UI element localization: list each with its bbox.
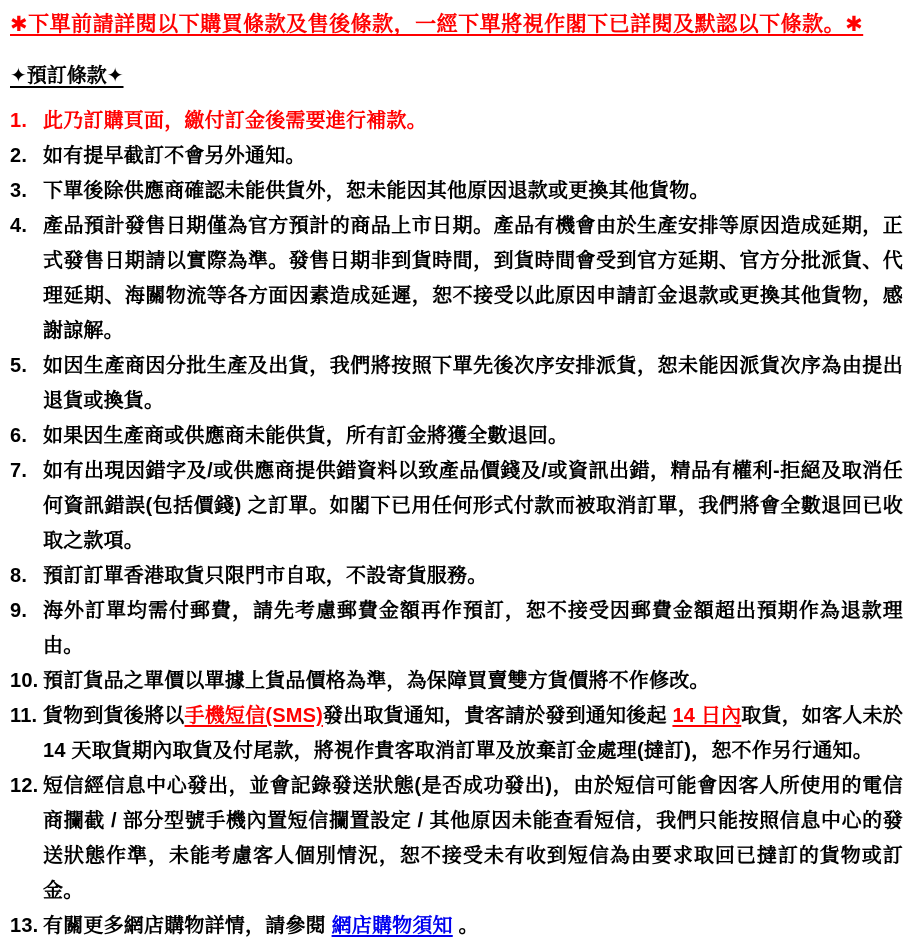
term-text: 如果因生產商或供應商未能供貨，所有訂金將獲全數退回。 <box>43 425 569 447</box>
term-text: 此乃訂購頁面，繳付訂金後需要進行補款。 <box>43 110 427 132</box>
term-item-9 <box>10 594 903 664</box>
term-item-10 <box>10 664 903 699</box>
term-item-11 <box>10 699 903 769</box>
term-text: 產品預計發售日期僅為官方預計的商品上市日期。產品有機會由於生產安排等原因造成延期，正式發售日期請以實際為準。發售日期非到貨時間，到貨時間會受到官方延期、官方分批派貨、代理延期、海關物流等各方面因素造成延遲，恕不接受以此原因申請訂金退款或更換其他貨物，感謝諒解。 <box>43 215 903 342</box>
term-text: 預訂訂單香港取貨只限門市自取，不設寄貨服務。 <box>43 565 488 587</box>
term-number: 7. <box>10 460 28 482</box>
term-text: 預訂貨品之單價以單據上貨品價格為準，為保障買賣雙方貨價將不作修改。 <box>43 670 710 692</box>
term-number: 12. <box>10 775 39 797</box>
term-text: 海外訂單均需付郵費，請先考慮郵費金額再作預訂，恕不接受因郵費金額超出預期作為退款理由。 <box>43 600 903 657</box>
term-number: 3. <box>10 180 28 202</box>
term-number: 4. <box>10 215 28 237</box>
term-text: 如因生產商因分批生產及出貨，我們將按照下單先後次序安排派貨，恕未能因派貨次序為由提出退貨或換貨。 <box>43 355 903 412</box>
term-text: 下單後除供應商確認未能供貨外，恕未能因其他原因退款或更換其他貨物。 <box>43 180 710 202</box>
term-item-13 <box>10 909 903 944</box>
term-item-1 <box>10 104 903 139</box>
term-number: 10. <box>10 670 39 692</box>
preorder-terms-title: ✦預訂條款✦ <box>10 65 124 87</box>
term-number: 13. <box>10 915 39 937</box>
term-text: 有關更多網店購物詳情，請參閱 網店購物須知 。 <box>43 915 479 937</box>
term-item-12 <box>10 769 903 909</box>
term-number: 2. <box>10 145 28 167</box>
term-item-5 <box>10 349 903 419</box>
term-item-2 <box>10 139 903 174</box>
section-title-row <box>10 62 903 90</box>
purchase-notice-header: ✱下單前請詳閱以下購買條款及售後條款，一經下單將視作閣下已詳閱及默認以下條款。✱ <box>10 13 864 36</box>
terms-list <box>10 104 903 944</box>
highlighted-red-text: 手機短信(SMS) <box>184 705 324 727</box>
term-number: 11. <box>10 705 38 727</box>
term-number: 8. <box>10 565 28 587</box>
term-number: 5. <box>10 355 28 377</box>
term-item-6 <box>10 419 903 454</box>
term-item-3 <box>10 174 903 209</box>
term-text: 短信經信息中心發出，並會記錄發送狀態(是否成功發出)，由於短信可能會因客人所使用的電信商攔截 / 部分型號手機內置短信攔置設定 / 其他原因未能查看短信，我們只能按照信息中心的發送狀態作準，未能考慮客人個別情況，恕不接受未有收到短信為由要求取回已撻訂的貨物或訂金。 <box>43 775 903 902</box>
term-item-8 <box>10 559 903 594</box>
term-text: 如有出現因錯字及/或供應商提供錯資料以致產品價錢及/或資訊出錯，精品有權利-拒絕及取消任何資訊錯誤(包括價錢) 之訂單。如閣下已用任何形式付款而被取消訂單，我們將會全數退回已收取之款項。 <box>43 460 903 552</box>
term-number: 1. <box>10 110 28 132</box>
highlighted-red-text: 14 日內 <box>672 705 742 727</box>
term-number: 9. <box>10 600 28 622</box>
shop-guide-link[interactable]: 網店購物須知 <box>331 915 453 937</box>
term-number: 6. <box>10 425 28 447</box>
term-item-7 <box>10 454 903 559</box>
term-item-4 <box>10 209 903 349</box>
term-text: 貨物到貨後將以手機短信(SMS)發出取貨通知，貴客請於發到通知後起 14 日內取貨，如客人未於 14 天取貨期內取貨及付尾款，將視作貴客取消訂單及放棄訂金處理(撻訂)，恕不作另行通知。 <box>43 705 903 762</box>
term-text: 如有提早截訂不會另外通知。 <box>43 145 306 167</box>
